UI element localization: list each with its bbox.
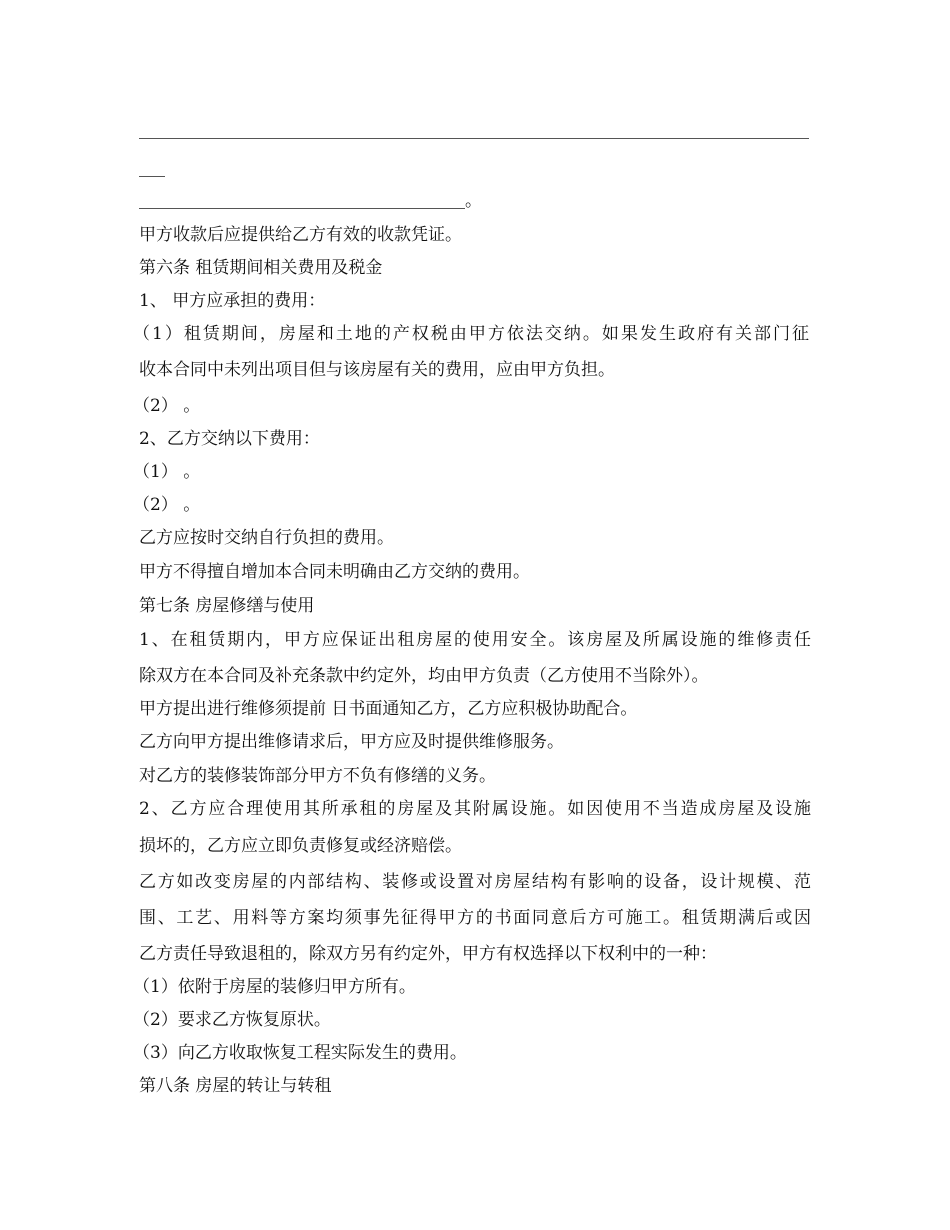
- paragraph-line: 乙方责任导致退租的，除双方另有约定外，甲方有权选择以下权利中的一种：: [139, 944, 717, 964]
- blank-fill-line: [139, 176, 165, 177]
- clause-line: 1、 甲方应承担的费用：: [139, 291, 326, 311]
- paragraph-line: （3）向乙方收取恢复工程实际发生的费用。: [133, 1043, 467, 1063]
- paragraph-line: 1、在租赁期内，甲方应保证出租房屋的使用安全。该房屋及所属设施的维修责任: [139, 630, 811, 650]
- paragraph-line: （1）租赁期间，房屋和土地的产权税由甲方依法交纳。如果发生政府有关部门征: [133, 324, 809, 344]
- blank-line-end-mark: 。: [465, 191, 482, 211]
- paragraph-line: 对乙方的装修装饰部分甲方不负有修缮的义务。: [139, 766, 496, 786]
- paragraph-line: 收本合同中未列出项目但与该房屋有关的费用，应由甲方负担。: [139, 360, 615, 380]
- paragraph-line: （1）依附于房屋的装修归甲方所有。: [133, 977, 416, 997]
- paragraph-line: 乙方向甲方提出维修请求后，甲方应及时提供维修服务。: [139, 732, 564, 752]
- paragraph-line: 甲方提出进行维修须提前 日书面通知乙方，乙方应积极协助配合。: [139, 699, 638, 719]
- paragraph-line: 乙方如改变房屋的内部结构、装修或设置对房屋结构有影响的设备，设计规模、范: [139, 872, 811, 892]
- paragraph-line: 2、乙方应合理使用其所承租的房屋及其附属设施。如因使用不当造成房屋及设施: [139, 799, 811, 819]
- paragraph-line: 除双方在本合同及补充条款中约定外，均由甲方负责（乙方使用不当除外）。: [139, 666, 709, 686]
- article-heading: 第八条 房屋的转让与转租: [139, 1076, 332, 1096]
- paragraph-line: （2） 。: [133, 396, 201, 416]
- blank-fill-line: [139, 208, 465, 209]
- paragraph-line: 甲方收款后应提供给乙方有效的收款凭证。: [139, 225, 462, 245]
- paragraph-line: 围、工艺、用料等方案均须事先征得甲方的书面同意后方可施工。租赁期满后或因: [139, 908, 811, 928]
- paragraph-line: （1） 。: [133, 462, 201, 482]
- clause-line: 2、乙方交纳以下费用：: [139, 429, 320, 449]
- article-heading: 第七条 房屋修缮与使用: [139, 596, 315, 616]
- paragraph-line: 乙方应按时交纳自行负担的费用。: [139, 528, 394, 548]
- paragraph-line: （2）要求乙方恢复原状。: [133, 1010, 331, 1030]
- article-heading: 第六条 租赁期间相关费用及税金: [139, 258, 383, 278]
- blank-fill-line: [139, 138, 809, 139]
- paragraph-line: 损坏的，乙方应立即负责修复或经济赔偿。: [139, 836, 462, 856]
- paragraph-line: （2） 。: [133, 495, 201, 515]
- paragraph-line: 甲方不得擅自增加本合同未明确由乙方交纳的费用。: [139, 562, 530, 582]
